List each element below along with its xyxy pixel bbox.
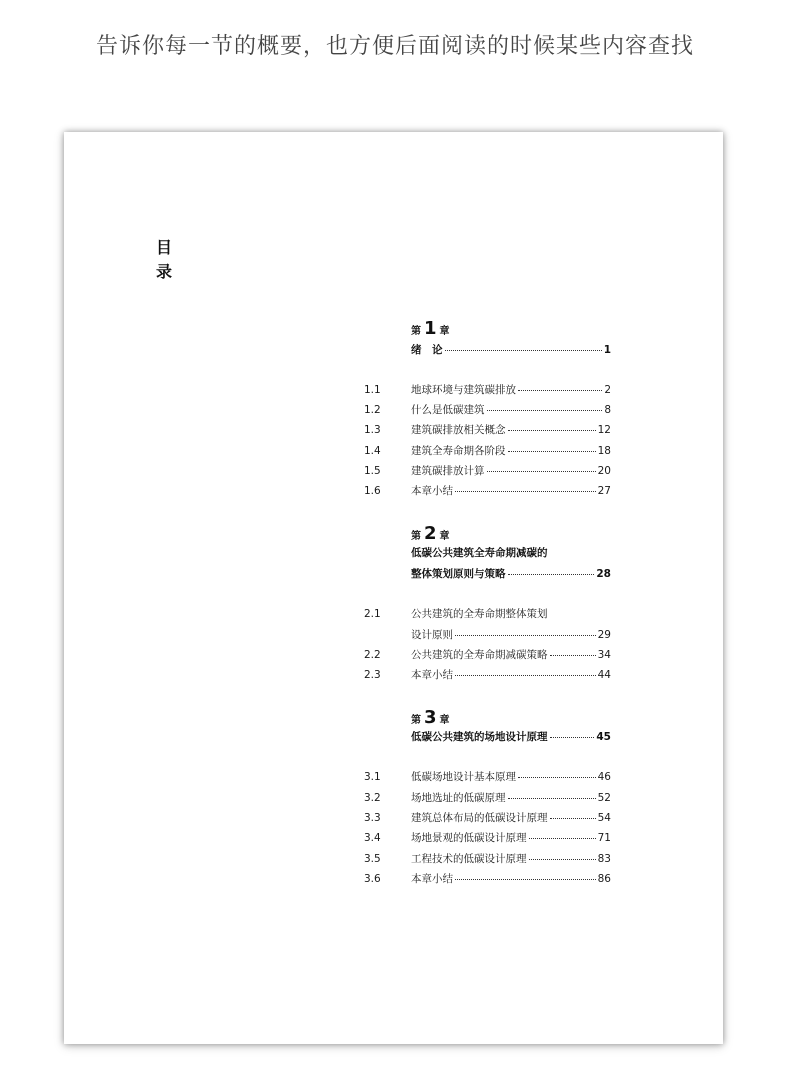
section-number: 2.2 [364, 649, 381, 661]
page-number: 1 [603, 344, 611, 356]
toc-entry[interactable] [364, 606, 548, 621]
chapter-1-heading: 第 1 章 [411, 318, 450, 339]
section-number: 3.6 [364, 873, 381, 885]
document-page [64, 132, 723, 1044]
page-number: 8 [604, 404, 611, 416]
chapter-3-heading: 第 3 章 [411, 707, 450, 728]
chapter-number: 1 [424, 318, 437, 339]
leader-dots [550, 655, 596, 656]
page-number: 44 [597, 669, 611, 681]
page-number: 2 [604, 384, 611, 396]
section-number: 2.1 [364, 608, 381, 620]
leader-dots [508, 451, 596, 452]
page-number: 45 [596, 731, 611, 743]
toc-entry[interactable] [364, 830, 611, 845]
toc-entry[interactable] [364, 769, 611, 784]
toc-title-char-2: 录 [156, 262, 173, 281]
toc-entry[interactable] [364, 443, 611, 458]
chapter-2-heading: 第 2 章 [411, 523, 450, 544]
caption-header [0, 0, 790, 85]
toc-entry-continuation[interactable] [411, 627, 611, 642]
section-number: 3.2 [364, 792, 381, 804]
chapter-2-title-line-2[interactable] [411, 566, 611, 581]
section-title: 公共建筑的全寿命期减碳策略 [411, 649, 548, 661]
toc-entry[interactable] [364, 382, 611, 397]
page-number: 71 [597, 832, 611, 844]
section-title: 建筑全寿命期各阶段 [411, 445, 506, 457]
toc-entry[interactable] [364, 483, 611, 498]
section-title: 建筑碳排放相关概念 [411, 424, 506, 436]
section-title: 低碳场地设计基本原理 [411, 771, 516, 783]
leader-dots [487, 471, 596, 472]
section-number: 1.6 [364, 485, 381, 497]
section-number: 3.3 [364, 812, 381, 824]
toc-entry[interactable] [364, 851, 611, 866]
page-number: 27 [597, 485, 611, 497]
toc-title [156, 236, 176, 284]
section-title: 本章小结 [411, 485, 453, 497]
toc-entry[interactable] [364, 790, 611, 805]
chapter-title: 整体策划原则与策略 [411, 568, 506, 580]
section-title-cont: 设计原则 [411, 629, 453, 641]
toc-entry[interactable] [364, 422, 611, 437]
section-title: 工程技术的低碳设计原理 [411, 853, 527, 865]
section-number: 3.1 [364, 771, 381, 783]
leader-dots [455, 879, 596, 880]
section-title: 地球环境与建筑碳排放 [411, 384, 516, 396]
leader-dots [550, 737, 595, 738]
chapter-1-title-line[interactable] [411, 342, 611, 357]
toc-entry[interactable] [364, 667, 611, 682]
leader-dots [455, 675, 596, 676]
page-number: 18 [597, 445, 611, 457]
section-title: 场地景观的低碳设计原理 [411, 832, 527, 844]
section-number: 2.3 [364, 669, 381, 681]
section-number: 1.4 [364, 445, 381, 457]
chapter-title: 低碳公共建筑的场地设计原理 [411, 731, 548, 743]
section-title: 本章小结 [411, 669, 453, 681]
leader-dots [455, 635, 596, 636]
section-number: 3.5 [364, 853, 381, 865]
section-title: 本章小结 [411, 873, 453, 885]
leader-dots [445, 350, 602, 351]
toc-title-char-1: 目 [156, 238, 173, 257]
caption-text: 告诉你每一节的概要，也方便后面阅读的时候某些内容查找 [95, 34, 694, 59]
section-title: 公共建筑的全寿命期整体策划 [411, 608, 548, 620]
section-number: 1.5 [364, 465, 381, 477]
section-title: 建筑碳排放计算 [411, 465, 485, 477]
toc-entry[interactable] [364, 871, 611, 886]
page-number: 29 [597, 629, 611, 641]
chapter-number: 2 [424, 523, 437, 544]
page-number: 46 [597, 771, 611, 783]
page-number: 20 [597, 465, 611, 477]
toc-entry[interactable] [364, 463, 611, 478]
section-number: 1.1 [364, 384, 381, 396]
toc-entry[interactable] [364, 402, 611, 417]
leader-dots [518, 390, 602, 391]
page-number: 28 [596, 568, 611, 580]
leader-dots [508, 798, 596, 799]
chapter-3-title-line[interactable] [411, 729, 611, 744]
leader-dots [529, 859, 596, 860]
chapter-number: 3 [424, 707, 437, 728]
section-title: 建筑总体布局的低碳设计原理 [411, 812, 548, 824]
leader-dots [455, 491, 596, 492]
page-number: 86 [597, 873, 611, 885]
toc-entry[interactable] [364, 810, 611, 825]
page-number: 34 [597, 649, 611, 661]
chapter-2-title-line-1[interactable]: 低碳公共建筑全寿命期减碳的 [411, 547, 548, 559]
section-number: 1.3 [364, 424, 381, 436]
section-number: 3.4 [364, 832, 381, 844]
leader-dots [550, 818, 596, 819]
section-title: 什么是低碳建筑 [411, 404, 485, 416]
page-number: 54 [597, 812, 611, 824]
leader-dots [487, 410, 603, 411]
leader-dots [518, 777, 596, 778]
leader-dots [508, 574, 595, 575]
page-number: 83 [597, 853, 611, 865]
page-number: 52 [597, 792, 611, 804]
leader-dots [508, 430, 596, 431]
chapter-title: 绪 论 [411, 344, 443, 356]
page-number: 12 [597, 424, 611, 436]
toc-entry[interactable] [364, 647, 611, 662]
section-number: 1.2 [364, 404, 381, 416]
leader-dots [529, 838, 596, 839]
section-title: 场地选址的低碳原理 [411, 792, 506, 804]
